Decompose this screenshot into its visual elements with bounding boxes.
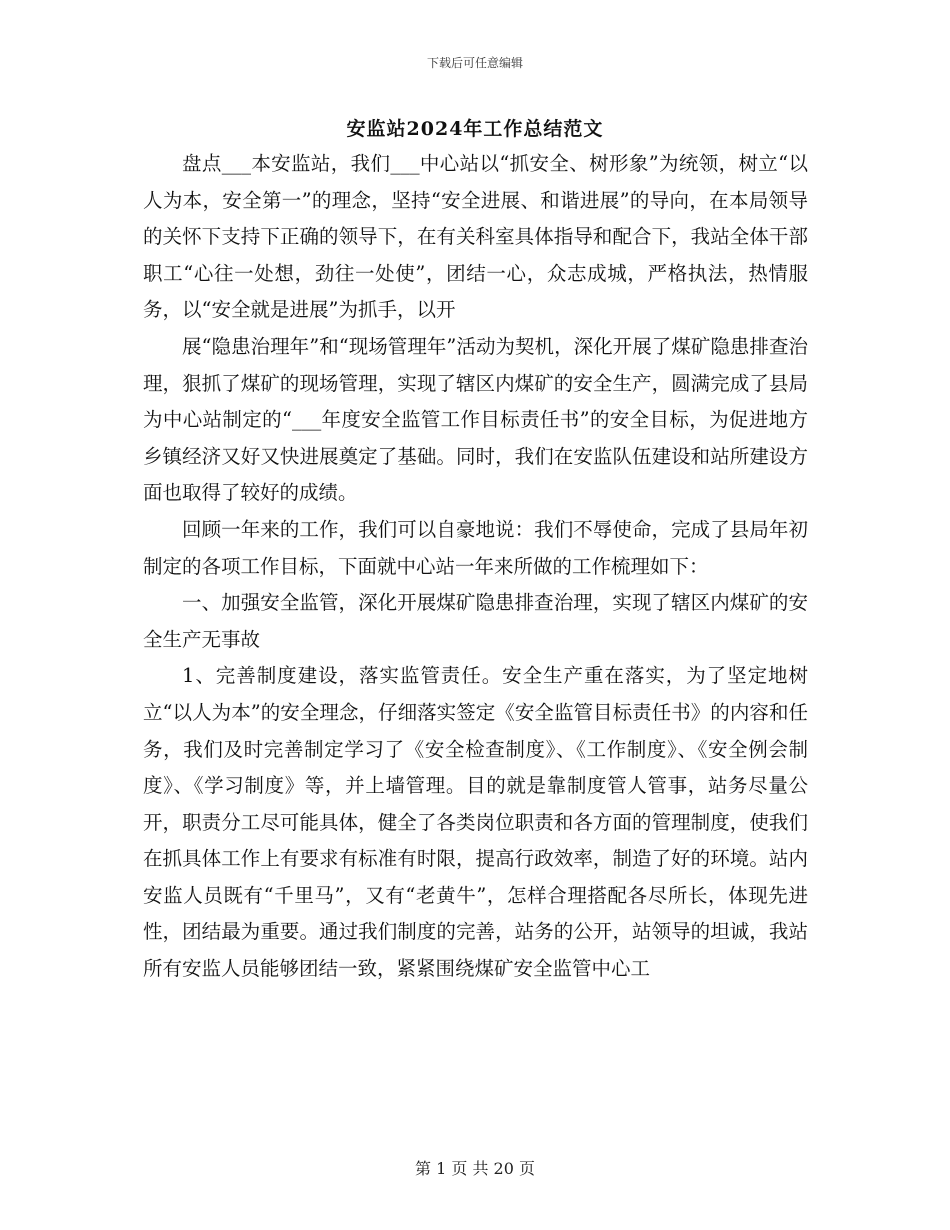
page-footer: 第 1 页 共 20 页 <box>415 1159 535 1178</box>
document-title: 安监站2024年工作总结范文 <box>346 118 604 140</box>
section-heading-1: 一、加强安全监管，深化开展煤矿隐患排查治理，实现了辖区内煤矿的安全生产无事故 <box>143 591 808 651</box>
paragraph-institution-building: 1、完善制度建设，落实监管责任。安全生产重在落实，为了坚定地树立“以人为本”的安全理念，仔细落实签定《安全监管目标责任书》的内容和任务，我们及时完善制定学习了《安全检查制度》、《工作制度》、《安全例会制度》、《学习制度》等，并上墙管理。目的就是靠制度管人管事，站务尽量公开，职责分工尽可能具体，健全了各类岗位职责和各方面的管理制度，使我们在抓具体工作上有要求有标准有时限，提高行政效率，制造了好的环境。站内安监人员既有“千里马”，又有“老黄牛”，怎样合理搭配各尽所长，体现先进性，团结最为重要。通过我们制度的完善，站务的公开，站领导的坦诚，我站所有安监人员能够团结一致，紧紧围绕煤矿安全监管中心工 <box>143 664 808 981</box>
document-body <box>143 146 808 988</box>
paragraph-intro: 盘点___本安监站，我们___中心站以“抓安全、树形象”为统领，树立“以人为本，安全第一”的理念，坚持“安全进展、和谐进展”的导向，在本局领导的关怀下支持下正确的领导下，在有关科室具体指导和配合下，我站全体干部职工“心往一处想，劲往一处使”，团结一心，众志成城，严格执法，热情服务，以“安全就是进展”为抓手，以开 <box>143 152 808 322</box>
paragraph-review: 回顾一年来的工作，我们可以自豪地说：我们不辱使命，完成了县局年初制定的各项工作目标，下面就中心站一年来所做的工作梳理如下： <box>143 517 808 578</box>
paragraph-activities: 展“隐患治理年”和“现场管理年”活动为契机，深化开展了煤矿隐患排查治理，狠抓了煤矿的现场管理，实现了辖区内煤矿的安全生产，圆满完成了县局为中心站制定的“___年度安全监管工作目标责任书”的安全目标，为促进地方乡镇经济又好又快进展奠定了基础。同时，我们在安监队伍建设和站所建设方面也取得了较好的成绩。 <box>143 334 808 505</box>
header-note: 下载后可任意编辑 <box>426 56 523 70</box>
